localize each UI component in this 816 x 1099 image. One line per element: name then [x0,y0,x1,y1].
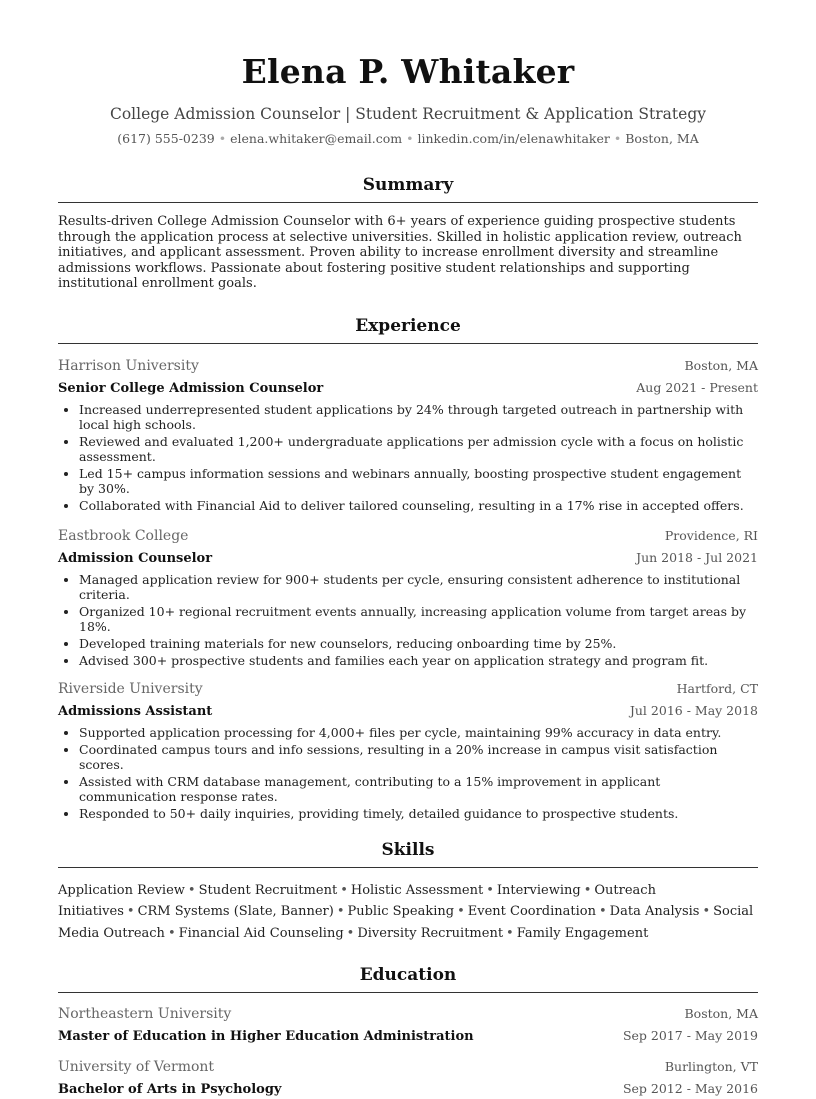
job-location: Hartford, CT [676,680,758,696]
contact-phone: (617) 555-0239 [117,131,215,146]
education-dates: Sep 2017 - May 2019 [622,1028,758,1043]
skill-item: Public Speaking [347,904,455,919]
job-bullets [58,572,758,668]
section-divider [58,867,758,868]
skill-item: Holistic Assessment [350,882,484,898]
contact-location: Boston, MA [625,131,699,146]
job-bullet: • Reviewed and evaluated 1,200+ undergraduate applications per admission cycle with a focus on holistic assessment. [79,434,758,464]
job-bullet: • Assisted with CRM database management, contributing to a 15% improvement in applicant communication response rates. [79,774,758,804]
education-degree: Master of Education in Higher Education Administration [58,1029,474,1044]
job-bullet: • Coordinated campus tours and info sessions, resulting in a 20% increase in campus visit satisfaction scores. [79,742,758,772]
skill-item: Outreach Initiatives [58,882,656,919]
contact-email[interactable]: elena.whitaker@email.com [230,131,403,146]
skill-item: Data Analysis [609,904,700,919]
job-location: Boston, MA [684,357,758,373]
separator-dot: • [457,904,465,919]
skills-list [58,880,758,945]
job-location: Providence, RI [664,527,758,543]
candidate-name: Elena P. Whitaker [241,52,575,91]
contact-line [58,131,758,147]
separator-dot: • [336,904,345,919]
separator-dot: • [599,904,607,919]
job-entry [58,527,758,668]
skill-item: Student Recruitment [198,882,338,898]
job-bullet: • Advised 300+ prospective students and families each year on application strategy and program fit. [79,653,758,668]
education-entry [58,1058,758,1099]
job-org: Eastbrook College [58,527,189,544]
skill-item: Family Engagement [516,925,649,941]
job-org: Riverside University [58,680,203,697]
skill-item: CRM Systems (Slate, Banner) [137,904,334,919]
education-dates: Sep 2012 - May 2016 [622,1081,758,1096]
skill-item: Diversity Recruitment [357,925,504,941]
job-dates: Jun 2018 - Jul 2021 [636,549,758,565]
job-bullet: • Organized 10+ regional recruitment events annually, increasing application volume from target areas by 18%. [79,604,758,634]
separator-dot: • [613,131,622,146]
job-bullet: • Developed training materials for new counselors, reducing onboarding time by 25%. [79,636,758,651]
education-location: Burlington, VT [664,1059,758,1074]
separator-dot: • [346,925,355,941]
section-divider [58,992,758,993]
separator-dot: • [167,925,176,941]
job-bullet: • Supported application processing for 4,000+ files per cycle, maintaining 99% accuracy in data entry. [79,725,758,740]
experience-section [58,315,758,821]
separator-dot: • [340,882,348,898]
headline: College Admission Counselor | Student Recruitment & Application Strategy [109,105,707,123]
job-role: Admission Counselor [58,550,213,566]
separator-dot: • [506,925,514,941]
education-section [58,964,758,1099]
education-location: Boston, MA [684,1006,758,1021]
education-entry [58,1005,758,1046]
job-role: Senior College Admission Counselor [58,380,324,396]
education-school: Northeastern University [58,1006,232,1022]
section-divider [58,202,758,203]
summary-text: Results-driven College Admission Counselor with 6+ years of experience guiding prospective students through the application process at selective universities. Skilled in holistic application review, outreach initiatives, and applicant assessment. Proven ability to increase enrollment diversity and streamline admissions workflows. Passionate about fostering positive student relationships and supporting institutional enrollment goals. [58,214,742,291]
separator-dot: • [486,882,494,898]
job-bullets [58,402,758,513]
job-bullet: • Collaborated with Financial Aid to deliver tailored counseling, resulting in a 17% rise in accepted offers. [79,498,758,513]
education-degree: Bachelor of Arts in Psychology [58,1082,282,1097]
separator-dot: • [702,904,711,919]
skill-item: Financial Aid Counseling [178,925,344,941]
separator-dot: • [406,131,414,146]
job-bullet: • Increased underrepresented student applications by 24% through targeted outreach in partnership with local high schools. [79,402,758,432]
job-dates: Jul 2016 - May 2018 [629,702,758,718]
job-entry [58,680,758,821]
job-bullet: • Led 15+ campus information sessions and webinars annually, boosting prospective student engagement by 30%. [79,466,758,496]
separator-dot: • [126,904,135,919]
contact-linkedin[interactable]: linkedin.com/in/elenawhitaker [417,131,610,146]
summary-section [58,174,758,292]
job-bullets [58,725,758,821]
job-entry [58,357,758,513]
education-school: University of Vermont [58,1059,215,1075]
separator-dot: • [218,131,227,146]
section-title-experience: Experience [355,315,461,336]
section-title-skills: Skills [381,839,435,860]
section-title-education: Education [359,965,457,985]
job-bullet: • Responded to 50+ daily inquiries, providing timely, detailed guidance to prospective students. [79,806,758,821]
skill-item: Application Review [58,882,185,898]
job-role: Admissions Assistant [58,703,213,719]
separator-dot: • [187,882,196,898]
skill-item: Social Media Outreach [58,904,754,941]
separator-dot: • [583,882,592,898]
section-title-summary: Summary [362,175,454,195]
skill-item: Event Coordination [467,904,596,919]
skill-item: Interviewing [496,882,581,898]
job-bullet: • Managed application review for 900+ students per cycle, ensuring consistent adherence to institutional criteria. [79,572,758,602]
skills-section [58,839,758,945]
section-divider [58,343,758,344]
job-org: Harrison University [58,357,199,374]
job-dates: Aug 2021 - Present [636,379,758,395]
